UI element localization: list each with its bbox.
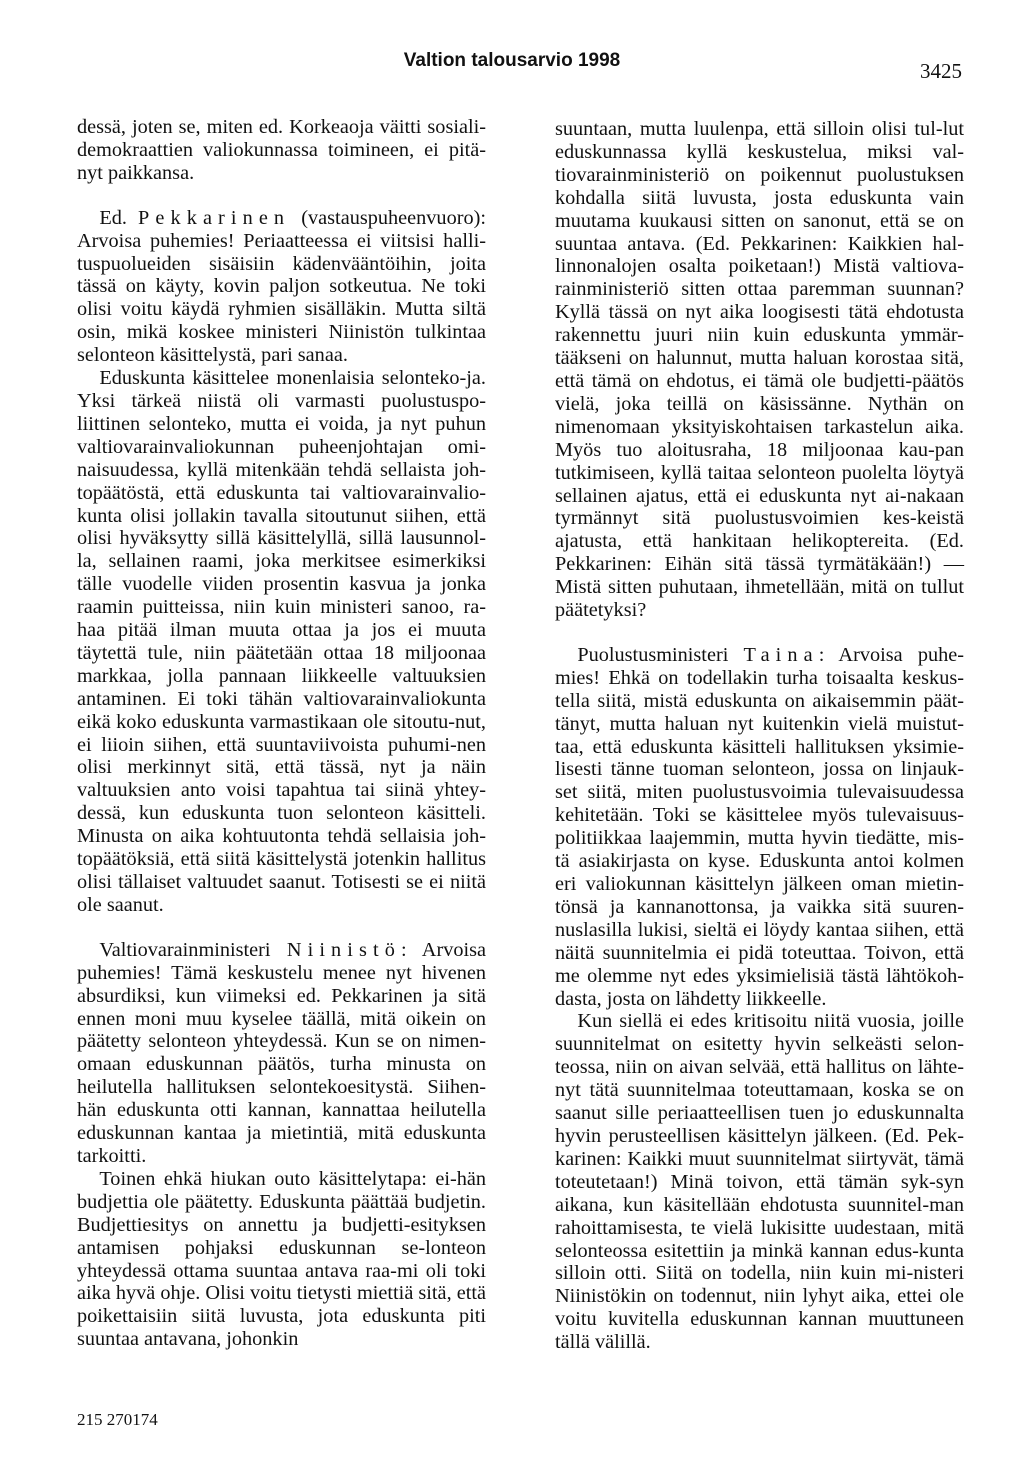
speech-text: : Arvoisa puhe-mies! Ehkä on todellakin turha toisaalta keskus-tella siitä, mistä eduskunta on aikaisemmin päät-tänyt, mutta haluan nyt kuitenkin vielä muistut-taa, että eduskunta käsitteli hallituksen yksimie-lisesti tänne tuoman selonteon, jossa on linjauk-set siitä, miten puolustusvoimia tulevaisuudessa kehitetään. Toki se käsittelee myös tulevaisuus-politiikkaa laajemmin, mutta hyvin tiedätte, mis-tä asiakirjasta on kyse. Eduskunta antoi kolmen eri valiokunnan käsittelyn jälkeen oman mietin-tönsä ja kannanottonsa, ja vaikka sitä suuren-nuslasilla lukisi, sieltä ei löydy kantaa siihen, että näitä suunnitelmia ei pidä toteuttaa. Toivon, että me olemme nyt edes yksimielisiä tästä lähtökoh-dasta, josta on lähdetty liikkeelle. xyxy=(555,643,964,1010)
speech-niinisto xyxy=(77,939,486,1168)
speech-text: (vastauspuheenvuoro): Arvoisa puhemies! Periaatteessa ei viitsisi halli-tuspuolueiden sisäisiin kädenvääntöihin, joita tässä on käyty, kovin paljon sotkeutua. Ne toki olisi voitu käydä ryhmien sisälläkin. Mutta siltä osin, mikä koskee ministeri Niinistön tulkintaa selonteon käsittelystä, pari sanaa. xyxy=(77,206,486,367)
left-column xyxy=(77,116,486,1351)
speaker-name: Taina xyxy=(743,643,819,666)
running-header-title: Valtion talousarvio 1998 xyxy=(403,50,621,71)
page-number: 3425 xyxy=(920,59,962,83)
print-code: 215 270174 xyxy=(77,1410,158,1429)
speech-prefix: Valtiovarainministeri xyxy=(99,938,287,961)
speech-pekkarinen xyxy=(77,207,486,367)
paragraph: Toinen ehkä hiukan outo käsittelytapa: ei-hän budjettia ole päätetty. Eduskunta päättää budjetin. Budjettiesitys on annettu ja budjetti-esityksen antamisen pohjaksi eduskunnan se-lonteon yhteydessä ottama suuntaa antava raa-mi oli toki aika hyvä ohje. Olisi voitu tietysti miettiä sitä, että poikettaisiin siitä luvusta, jota eduskunta piti suuntaa antavana, johonkin xyxy=(77,1167,486,1351)
speech-taina xyxy=(555,644,964,1011)
speech-prefix: Puolustusministeri xyxy=(577,643,744,666)
speech-prefix: Ed. xyxy=(99,206,139,229)
paragraph: Kun siellä ei edes kritisoitu niitä vuosia, joille suunnitelmat on esitetty hyvin selkeästi selon-teossa, niin on aivan selvää, että hallitus on lähte-nyt tätä suunnitelmaa toteuttamaan, koska se on saanut sille periaatteellisen tuen jo eduskunnalta hyvin perusteellisen käsittelyn jälkeen. (Ed. Pek-karinen: Kaikki muut suunnitelmat siirtyvät, tämä toteutetaan!) Minä toivon, että tämän syk-syn aikana, kun käsitellään ehdotusta suunnitel-man rahoittamisesta, te vielä lukisitte uudestaan, mitä selonteossa esitettiin ja minkä kannan edus-kunta silloin otti. Siitä on todella, niin kuin mi-nisteri Niinistökin on todennut, niin lyhyt aika, ettei ole voitu kuvitella eduskunnan kannan muuttuneen tällä välillä. xyxy=(555,1010,964,1354)
paragraph: dessä, joten se, miten ed. Korkeaoja väitti sosiali-demokraattien valiokunnassa toimineen, ei pitä-nyt paikkansa. xyxy=(77,116,486,184)
speech-text: : Arvoisa puhemies! Tämä keskustelu menee nyt hivenen absurdiksi, kun viimeksi ed. Pekkarinen ja sitä ennen moni muu kyselee täällä, mitä oikein on päätetty selonteon yhteydessä. Kun se on nimen-omaan eduskunnan päätös, turha minusta on heilutella hallituksen selontekoesitystä. Siihen-hän eduskunta otti kannan, kannattaa heilutella eduskunnan kantaa ja mietintiä, mitä eduskunta tarkoitti. xyxy=(77,938,487,1167)
right-column xyxy=(555,118,964,1354)
paragraph: suuntaan, mutta luulenpa, että silloin olisi tul-lut eduskunnassa kyllä keskustelua, miksi val-tiovarainministeriö on poikennut puolustuksen kohdalla siitä luvusta, josta eduskunta vain muutama kuukausi sitten on sanonut, että se on suuntaa antava. (Ed. Pekkarinen: Kaikkien hal-linnonalojen osalta poiketaan!) Mistä valtiova-rainministeriö sitten ottaa paremman suunnan? Kyllä tässä on nyt aika loogisesti tätä ehdotusta rakennettu juuri niin kuin eduskunta ymmär-tääkseni on halunnut, mutta haluan korostaa sitä, että tämä on ehdotus, ei tämä ole budjetti-päätös vielä, joka teillä on käsissänne. Nythän on nimenomaan yksityiskohtaisen tarkastelun aika. Myös tuo aloitusraha, 18 miljoonaa kau-pan tutkimiseen, kyllä taitaa selonteon puolelta löytyä sellainen ajatus, että ei eduskunta nyt ai-nakaan tyrmännyt sitä puolustusvoimien kes-keistä ajatusta, että hankitaan helikoptereita. (Ed. Pekkarinen: Eihän sitä tässä tyrmätäkään!) — Mistä sitten puhutaan, ihmetellään, mitä on tullut päätetyksi? xyxy=(555,118,964,622)
speaker-name: Pekkarinen xyxy=(138,206,291,229)
paragraph: Eduskunta käsittelee monenlaisia selonteko-ja. Yksi tärkeä niistä oli varmasti puolustuspo-liittinen selonteko, mutta ei voida, ja nyt puhun valtiovarainvaliokunnan puheenjohtajan omi-naisuudessa, kyllä mitenkään tehdä sellaista joh-topäätöstä, että eduskunta tai valtiovarainvalio-kunta olisi jollakin tavalla sitoutunut siihen, että olisi hyväksytty sillä käsittelyllä, sillä lausunnol-la, sellainen raami, joka merkitsee esimerkiksi tälle vuodelle viiden prosentin kasvua ja jonka raamin puitteissa, niin kuin ministeri sanoo, ra-haa pitää ilman muuta ottaa ja jos ei muuta täytettä tule, niin päätetään ottaa 18 miljoonaa markkaa, jolla pannaan liikkeelle valtuuksien antaminen. Ei toki tähän valtiovarainvaliokunta eikä koko eduskunta varmastikaan ole sitoutu-nut, ei liioin siihen, että suuntaviivoista puhumi-nen olisi merkinnyt sitä, että tässä, nyt ja näin valtuuksien anto voisi tapahtua tai siinä yhtey-dessä, kun eduskunta tuon selonteon käsitteli. Minusta on aika kohtuutonta tehdä sellaisia joh-topäätöksiä, että siitä käsittelystä jotenkin hallitus olisi tällaiset valtuudet saanut. Totisesti se ei niitä ole saanut. xyxy=(77,367,486,916)
speaker-name: Niinistö xyxy=(286,938,401,961)
